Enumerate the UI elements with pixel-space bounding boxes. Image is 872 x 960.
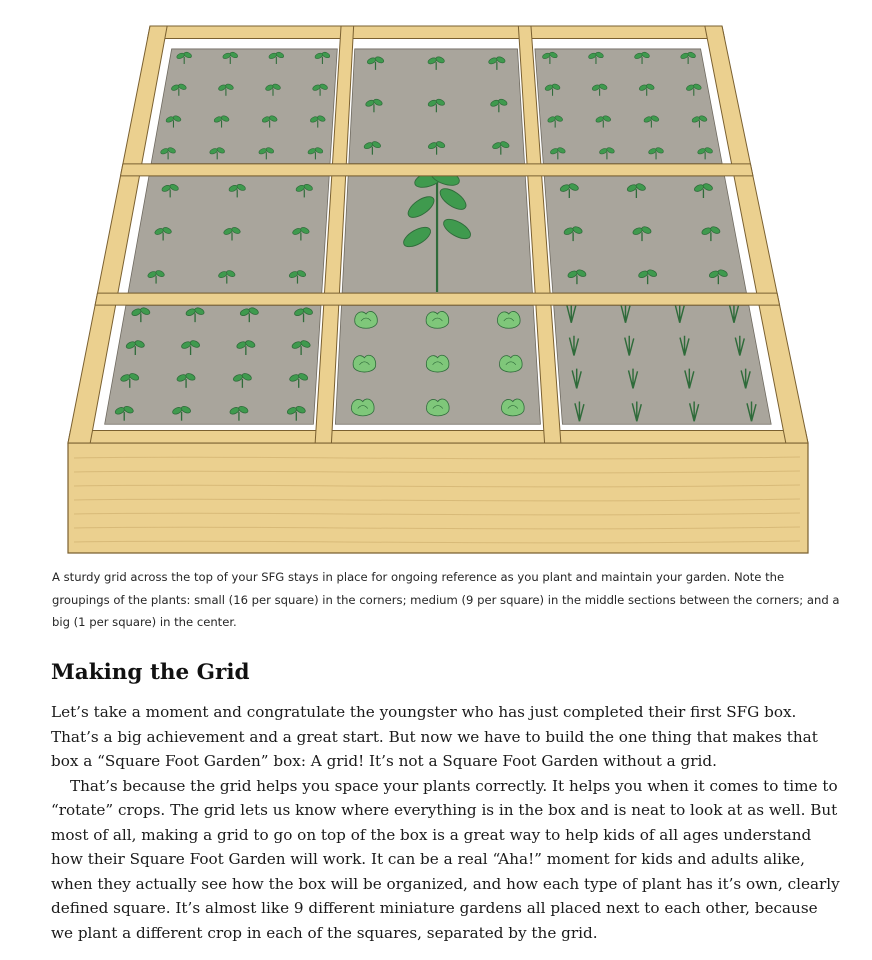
rim-bottom [68,430,808,443]
medium-plant [355,311,378,328]
soil-square [535,49,722,164]
soil-square [151,49,337,164]
medium-plant [353,355,376,372]
section-heading: Making the Grid [51,660,250,685]
grid-slat-horizontal [121,164,753,176]
medium-plant [502,399,525,416]
soil-square [105,305,321,424]
box-front-board [68,443,808,553]
paragraph-grid-benefits: That’s because the grid helps you space your plants correctly. It helps you when it comes to time to “rotate” crops. The grid lets us know where everything is in the box and is neat to look at as well. But most of all, making a grid to go on top of the box is a great way to help kids of all ages understand how their Square Foot Garden will work. It can be a real “Aha!” moment for kids and adults alike, when they actually see how the box will be organized, and how each type of plant has it’s own, clearly defined square. It’s almost like 9 different miniature gardens all placed next to each other, because we plant a different crop in each of the squares, separated by the grid. [51,776,840,943]
medium-plant [498,311,521,328]
medium-plant [426,355,449,372]
soil-square [554,305,771,424]
figure-caption: A sturdy grid across the top of your SFG stays in place for ongoing reference as you plant and maintain your garden. Note the groupings of the plants: small (16 per square) in the corners; medium (9 per square) in the middle sections between the corners; and a big (1 per square) in the center. [52,570,840,629]
medium-plant [500,355,523,372]
grid-slat-horizontal [95,293,779,305]
paragraph-intro: Let’s take a moment and congratulate the youngster who has just completed their first SFG box. That’s a big achievement and a great start. But now we have to build the one thing that makes that box a “Square Foot Garden” box: A grid! It’s not a Square Foot Garden without a grid. [51,703,818,771]
medium-plant [426,311,449,328]
rim-top [148,26,725,39]
medium-plant [427,399,450,416]
medium-plant [352,399,375,416]
